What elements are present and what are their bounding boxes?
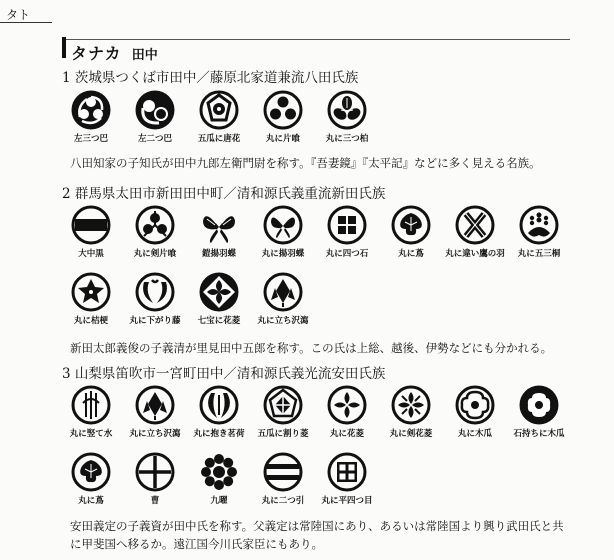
cross-circle-icon	[124, 452, 186, 492]
crest-label: 丸に剣花菱	[389, 429, 433, 439]
section-1-heading: 1 茨城県つくば市田中／藤原北家道兼流八田氏族	[62, 70, 359, 86]
crest-label: 丸に二つ引	[261, 496, 305, 506]
crest-item	[252, 385, 314, 439]
crest-item	[508, 385, 570, 439]
section-3-note-line-1: 安田義定の子義資が田中氏を称す。父義定は常陸国にあり、あるいは常陸国より興り武田氏と共	[70, 519, 564, 533]
tsuta-ivy-icon	[380, 205, 442, 245]
crest-label: 五瓜に唐花	[197, 134, 241, 144]
title-marker	[62, 37, 66, 58]
crest-label: 丸に揚羽蝶	[261, 249, 305, 259]
crest-item	[380, 205, 442, 259]
section-2-note: 新田太郎義俊の子義清が里見田中五郎を称す。この氏は上総、越後、伊勢などにも分かれる。	[70, 341, 553, 355]
crest-label: 丸に抱き茗荷	[193, 429, 245, 439]
omodaka-icon	[252, 272, 314, 312]
water-icon	[60, 385, 122, 425]
crest-item	[316, 452, 378, 506]
crest-item	[252, 452, 314, 506]
crest-item	[188, 272, 250, 326]
crest-label: 丸に花菱	[329, 429, 364, 439]
kashiwa-three-icon	[316, 90, 378, 130]
crest-item	[124, 205, 186, 259]
mokko-karahana-icon	[188, 90, 250, 130]
crest-label: 丸に桔梗	[73, 316, 108, 326]
taka-feathers-icon	[444, 205, 506, 245]
crest-item	[380, 385, 442, 439]
entry-kanji: 田中	[131, 48, 158, 63]
crest-label: 丸に下がり藤	[129, 316, 181, 326]
mokko-icon	[444, 385, 506, 425]
crest-label: 九曜	[210, 496, 228, 506]
naka-guro-icon	[60, 205, 122, 245]
crest-label: 丸に五三桐	[517, 249, 561, 259]
crest-item	[508, 205, 570, 259]
omodaka-icon	[124, 385, 186, 425]
hanabishi-icon	[316, 385, 378, 425]
crest-label: 石持ちに木瓜	[513, 429, 565, 439]
tomoe-two-icon	[124, 90, 186, 130]
crest-label: 丸に違い鷹の羽	[445, 249, 505, 259]
ken-hanabishi-icon	[380, 385, 442, 425]
section-2-heading: 2 群馬県太田市新田田中町／清和源氏義重流新田氏族	[62, 186, 386, 202]
ageha-circle-icon	[252, 205, 314, 245]
crest-item	[188, 90, 250, 144]
crest-item	[60, 272, 122, 326]
ageha-butterfly-icon	[188, 205, 250, 245]
crest-label: 曹	[150, 496, 160, 506]
kikyo-icon	[60, 272, 122, 312]
crest-label: 丸に蔦	[398, 249, 424, 259]
crest-label: 五瓜に割り菱	[257, 429, 309, 439]
yotsume-icon	[316, 452, 378, 492]
crest-item	[60, 90, 122, 144]
crest-item	[60, 385, 122, 439]
crest-item	[60, 452, 122, 506]
section-1-note: 八田知家の子知氏が田中九郎左衛門尉を称す。『吾妻鏡』『太平記』などに多く見える名族。	[70, 156, 541, 170]
entry-title-bar	[62, 34, 570, 63]
crest-item	[444, 205, 506, 259]
crest-label: 左三つ巴	[73, 134, 108, 144]
ken-katabami-icon	[124, 205, 186, 245]
kuyo-icon	[188, 452, 250, 492]
entry-reading: タナカ	[71, 44, 122, 63]
paulownia-icon	[508, 205, 570, 245]
crest-label: 丸に四つ石	[325, 249, 369, 259]
crest-item	[252, 90, 314, 144]
crest-label: 丸に蔦	[78, 496, 104, 506]
crest-label: 丸に木瓜	[457, 429, 492, 439]
crest-label: 丸に三つ柏	[325, 134, 369, 144]
crest-label: 丸に竪て水	[69, 429, 113, 439]
crest-item	[252, 205, 314, 259]
crest-label: 大中黒	[78, 249, 104, 259]
crest-item	[316, 205, 378, 259]
entry-title	[71, 41, 158, 64]
crest-item	[124, 272, 186, 326]
katabami-icon	[252, 90, 314, 130]
crest-label: 丸に剣片喰	[133, 249, 177, 259]
section-3-note-line-2: に甲斐国へ移るか。遠江国今川氏家臣にもあり。	[70, 537, 323, 551]
crest-item	[188, 452, 250, 506]
crest-label: 七宝に花菱	[197, 316, 241, 326]
crest-label: 丸に片喰	[265, 134, 300, 144]
crest-item	[124, 452, 186, 506]
sagari-fuji-icon	[124, 272, 186, 312]
yotsu-ishi-icon	[316, 205, 378, 245]
crest-label: 丸に立ち沢瀉	[257, 316, 309, 326]
futatsu-biki-icon	[252, 452, 314, 492]
crest-label: 丸に立ち沢瀉	[129, 429, 181, 439]
crest-item	[124, 90, 186, 144]
crest-item	[316, 385, 378, 439]
crest-label: 鎧揚羽蝶	[201, 249, 236, 259]
wari-bishi-icon	[252, 385, 314, 425]
crest-item	[188, 205, 250, 259]
tsuta-ivy-icon	[60, 452, 122, 492]
mokko-ishimochi-icon	[508, 385, 570, 425]
shippo-hanabishi-icon	[188, 272, 250, 312]
crest-item	[60, 205, 122, 259]
crest-label: 丸に平四つ目	[321, 496, 373, 506]
crest-label: 左二つ巴	[137, 134, 172, 144]
tab-label: タト	[6, 8, 31, 22]
crest-item	[252, 272, 314, 326]
crest-item	[188, 385, 250, 439]
crest-item	[124, 385, 186, 439]
section-3-heading: 3 山梨県笛吹市一宮町田中／清和源氏義光流安田氏族	[62, 366, 386, 382]
myoga-icon	[188, 385, 250, 425]
crest-item	[444, 385, 506, 439]
crest-item	[316, 90, 378, 144]
tomoe-three-icon	[60, 90, 122, 130]
title-rule	[62, 39, 570, 40]
tab-rule	[0, 22, 52, 23]
